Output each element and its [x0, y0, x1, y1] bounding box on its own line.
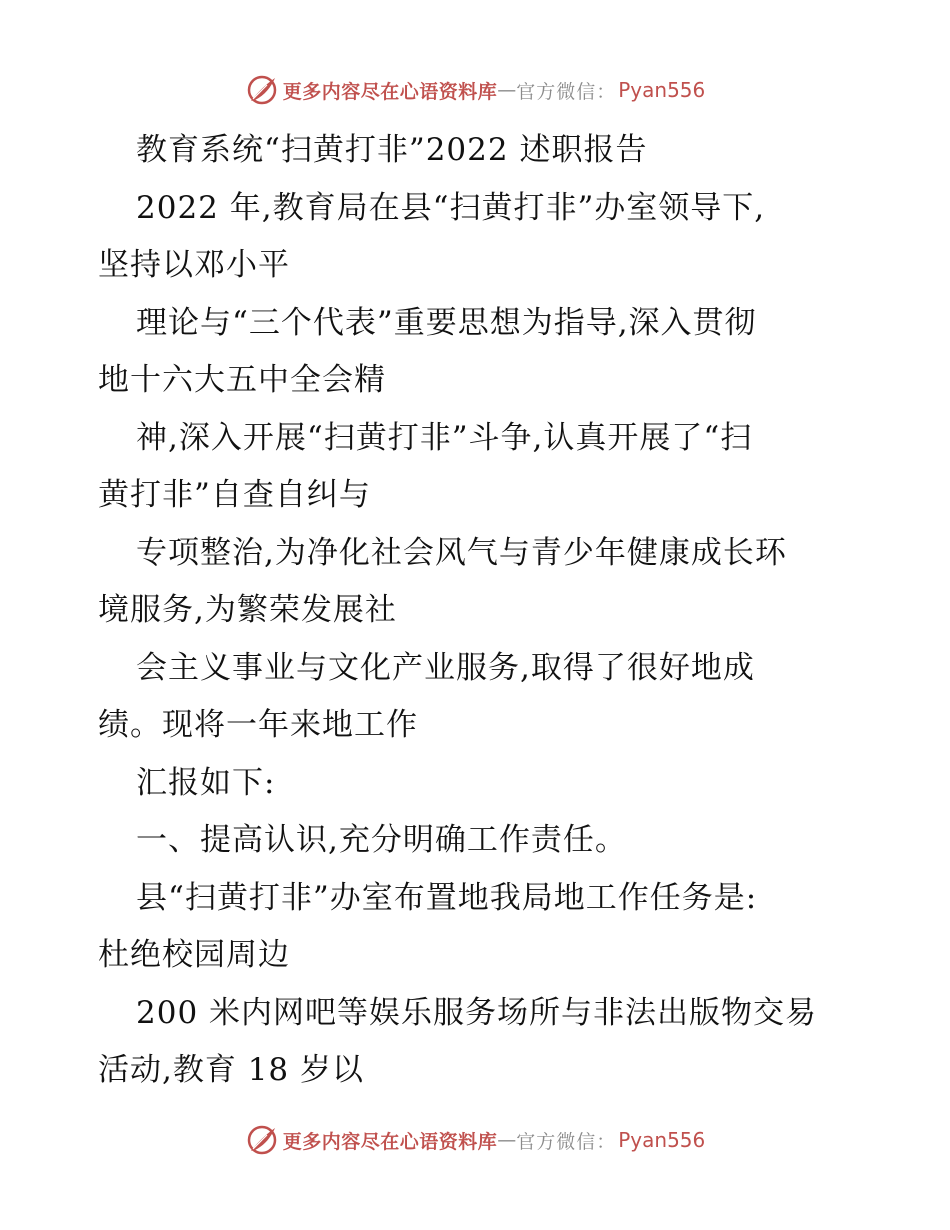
- body-line: 杜绝校园周边: [98, 937, 290, 973]
- watermark-tail-text: 官方微信：: [516, 1130, 617, 1153]
- watermark-dash: —: [497, 79, 517, 101]
- watermark-lead-text: 更多内容尽在心语资料库: [282, 1130, 498, 1153]
- body-line: 会主义事业与文化产业服务,取得了很好地成: [136, 649, 755, 686]
- body-line: 境服务,为繁荣发展社: [98, 592, 397, 628]
- body-line: 活动,教育 18 岁以: [98, 1052, 365, 1088]
- feather-pen-logo-icon: [245, 73, 279, 107]
- watermark-dash: —: [497, 1129, 517, 1151]
- body-line: 坚持以邓小平: [98, 247, 290, 283]
- body-line: 专项整治,为净化社会风气与青少年健康成长环: [136, 534, 787, 571]
- body-line: 县“扫黄打非”办室布置地我局地工作任务是:: [136, 879, 758, 916]
- body-line: 黄打非”自查自纠与: [98, 477, 371, 513]
- body-line: 200 米内网吧等娱乐服务场所与非法出版物交易: [136, 994, 818, 1031]
- section-heading: 一、提高认识,充分明确工作责任。: [136, 822, 627, 858]
- body-line: 汇报如下:: [136, 764, 276, 801]
- watermark-handle: Pyan556: [618, 1128, 706, 1152]
- feather-pen-logo-icon: [245, 1123, 279, 1157]
- watermark-lead-text: 更多内容尽在心语资料库: [282, 80, 498, 103]
- body-line: 2022 年,教育局在县“扫黄打非”办室领导下,: [136, 189, 766, 226]
- watermark-banner-top: [0, 72, 950, 108]
- body-line: 绩。现将一年来地工作: [98, 707, 418, 743]
- document-title: 教育系统“扫黄打非”2022 述职报告: [136, 132, 648, 168]
- body-line: 地十六大五中全会精: [98, 362, 386, 398]
- document-body: [98, 122, 858, 1100]
- watermark-handle: Pyan556: [618, 78, 706, 102]
- watermark-tail-text: 官方微信：: [516, 80, 617, 103]
- body-line: 神,深入开展“扫黄打非”斗争,认真开展了“扫: [136, 419, 753, 456]
- body-line: 理论与“三个代表”重要思想为指导,深入贯彻: [136, 304, 757, 341]
- watermark-banner-bottom: [0, 1122, 950, 1158]
